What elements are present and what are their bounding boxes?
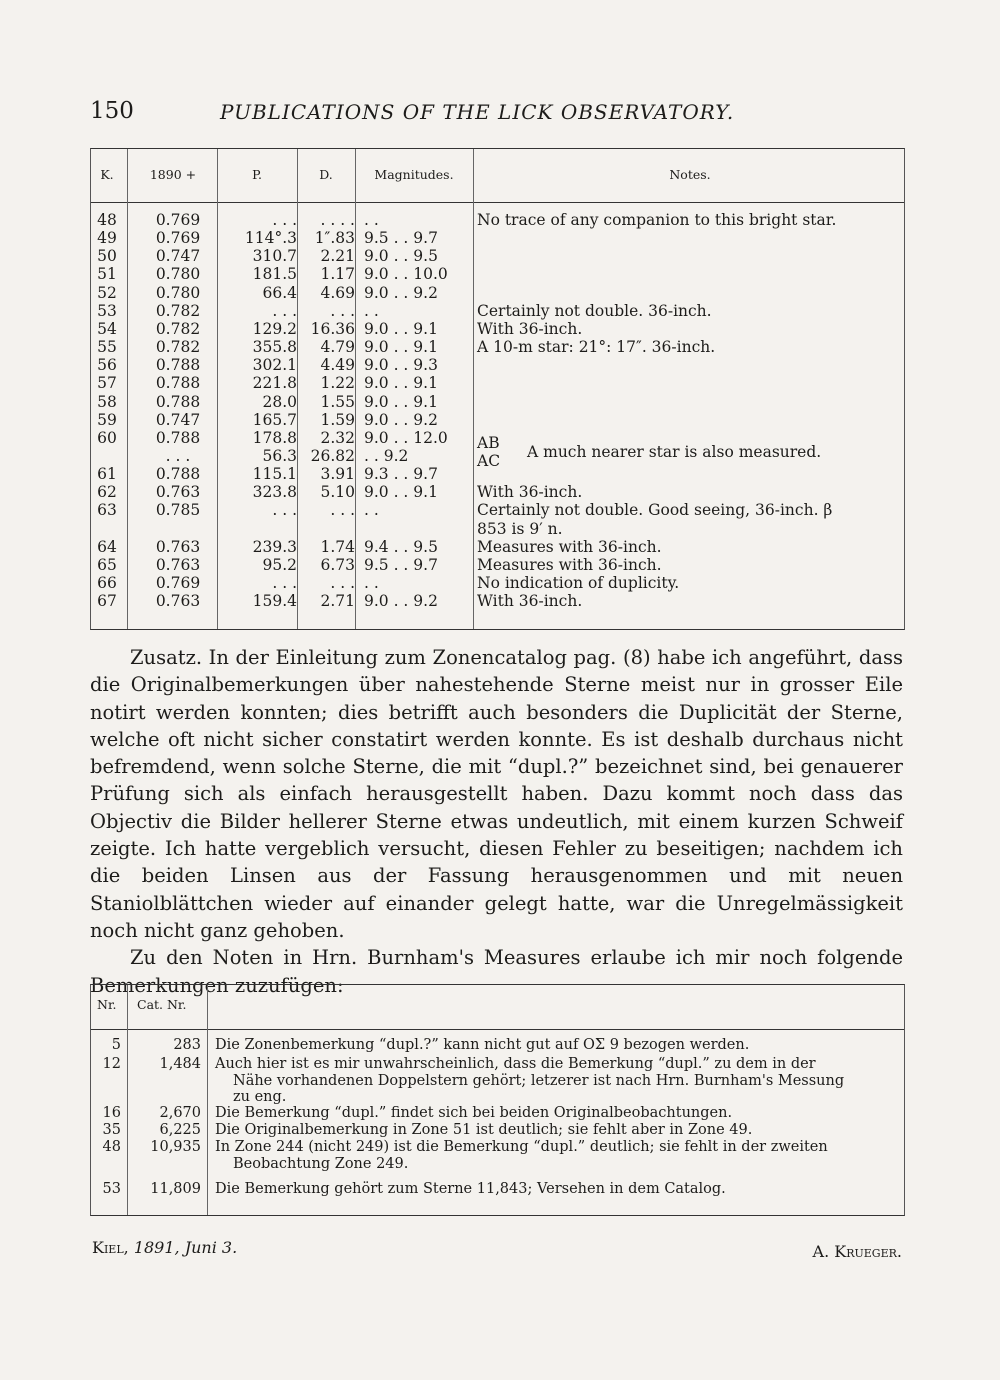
note: With 36-inch. [477,592,583,611]
epoch: 0.763 [155,483,201,502]
magnitudes: 9.4 . . 9.5 [364,537,438,556]
position-angle: . . . [272,574,297,592]
row-number: 53 [102,1181,121,1197]
magnitudes: 9.0 . . 9.2 [364,283,438,302]
catalog-number: 11,809 [150,1181,201,1197]
row-number: 5 [111,1037,121,1053]
epoch: 0.769 [155,574,201,592]
star-number: 50 [97,247,117,266]
position-angle: 114°.3 [244,229,297,248]
row-number: 12 [102,1056,121,1072]
table-row [91,338,904,356]
note: Measures with 36-inch. [477,537,662,556]
col-divider [127,985,128,1215]
distance: 16.36 [310,319,355,338]
paragraph-zusatz: Zusatz. In der Einleitung zum Zonencatalog pag. (8) habe ich angeführt, dass die Originalbemerkungen über nahestehende Sterne meist nur in grosser Eile notirt werden konnten; dies betrifft auch besonders die Duplicität der Sterne, welche oft nicht sicher constatirt werden konnte. Es ist deshalb durchaus nicht befremdend, wenn solche Sterne, die mit “dupl.?” bezeichnet sind, bei genauerer Prüfung sich als einfach herausgestellt haben. Dazu kommt noch dass das Objectiv die Bilder hellerer Sterne etwas undeutlich, mit einem kurzen Schweif zeigte. Ich hatte vergeblich versucht, diesen Fehler zu beseitigen; nachdem ich die beiden Linsen aus der Fassung herausgenommen und mit neuen Staniolblättchen wieder auf einander gelegt hatte, war die Unregelmässigkeit noch nicht ganz gehoben. [90,646,903,942]
table-row [91,320,904,338]
running-header [90,98,902,126]
magnitudes: . . [364,301,379,320]
remark-line: Die Bemerkung “dupl.” findet sich bei beiden Originalbeobachtungen. [215,1105,733,1121]
remark [215,1122,900,1139]
star-number: 61 [97,465,117,484]
distance: . . . [330,501,355,520]
note: 853 is 9′ n. [477,519,563,538]
row-number: 16 [102,1105,121,1121]
table-row [91,538,904,556]
epoch: 0.788 [155,465,201,484]
magnitudes: . . [364,211,379,229]
table-row [91,284,904,302]
position-angle: 66.4 [262,283,297,302]
ab-ac-note: A much nearer star is also measured. [527,443,822,461]
star-number: 54 [97,319,117,338]
epoch: 0.780 [155,265,201,284]
col-p: P. [252,167,262,182]
distance: 1.59 [320,410,355,429]
magnitudes: 9.0 . . 9.1 [364,483,438,502]
distance: 4.69 [320,283,355,302]
remark [215,1139,900,1172]
table-row [91,265,904,283]
magnitudes: 9.0 . . 9.1 [364,338,438,357]
magnitudes: 9.0 . . 9.3 [364,356,438,375]
table-row [91,501,904,519]
magnitudes: 9.0 . . 9.1 [364,374,438,393]
catalog-number: 6,225 [159,1122,201,1138]
position-angle: . . . [272,301,297,320]
epoch: 0.763 [155,592,201,611]
note: No indication of duplicity. [477,574,680,592]
position-angle: 239.3 [252,537,297,556]
table-row [91,556,904,574]
position-angle: 165.7 [252,410,297,429]
star-number: 48 [97,211,117,229]
position-angle: 302.1 [252,356,297,375]
distance: 2.32 [320,428,355,447]
epoch: 0.782 [155,319,201,338]
distance: 3.91 [320,465,355,484]
remarks-table [90,984,905,1216]
running-title: PUBLICATIONS OF THE LICK OBSERVATORY. [220,100,735,124]
star-number: 58 [97,392,117,411]
table-row [91,483,904,501]
epoch: 0.780 [155,283,201,302]
star-number: 55 [97,338,117,357]
epoch: 0.788 [155,356,201,375]
table-row [91,592,904,610]
remark [215,1181,900,1198]
distance: 5.10 [320,483,355,502]
star-number: 59 [97,410,117,429]
catalog-number: 283 [173,1037,201,1053]
body-text [90,644,903,999]
distance: 4.49 [320,356,355,375]
epoch: 0.747 [155,247,201,266]
distance: 6.73 [320,555,355,574]
position-angle: 221.8 [252,374,297,393]
ab-label: AB [477,434,500,452]
epoch: 0.788 [155,392,201,411]
position-angle: 355.8 [252,338,297,357]
distance: . . . . [320,211,355,229]
distance: 1.55 [320,392,355,411]
table-row [91,211,904,229]
star-number: 62 [97,483,117,502]
note: With 36-inch. [477,483,583,502]
magnitudes: 9.0 . . 9.1 [364,319,438,338]
remark-line: In Zone 244 (nicht 249) ist die Bemerkung “dupl.” deutlich; sie fehlt in der zweiten [215,1139,828,1155]
distance: 26.82 [310,446,355,465]
paragraph-burnham: Zu den Noten in Hrn. Burnham's Measures erlaube ich mir noch folgende Bemerkungen zuzufügen: [90,946,903,997]
epoch: 0.785 [155,501,201,520]
magnitudes: 9.0 . . 9.5 [364,247,438,266]
place: Kiel, [92,1238,129,1257]
magnitudes: 9.0 . . 9.1 [364,392,438,411]
col-cat-nr: Cat. Nr. [137,997,187,1012]
table-header [91,149,904,203]
position-angle: . . . [272,501,297,520]
position-angle: 181.5 [252,265,297,284]
position-angle: 129.2 [252,319,297,338]
magnitudes: . . 9.2 [364,446,409,465]
star-number: 51 [97,265,117,284]
table-row [91,520,904,538]
note: Certainly not double. Good seeing, 36-inch. β [477,501,833,520]
epoch: 0.782 [155,301,201,320]
distance: 4.79 [320,338,355,357]
star-number: 65 [97,555,117,574]
position-angle: 310.7 [252,247,297,266]
page-number: 150 [90,98,134,124]
distance: 1.17 [320,265,355,284]
position-angle: 323.8 [252,483,297,502]
remark-line: Die Zonenbemerkung “dupl.?” kann nicht gut auf OΣ 9 bezogen werden. [215,1037,750,1053]
star-number: 49 [97,229,117,248]
distance: 1″.83 [314,229,355,248]
star-number: 60 [97,428,117,447]
remark [215,1037,900,1054]
position-angle: 95.2 [262,555,297,574]
magnitudes: 9.0 . . 10.0 [364,265,448,284]
epoch: 0.788 [155,428,201,447]
note: No trace of any companion to this bright star. [477,211,837,229]
table-row [91,302,904,320]
remark-line: zu eng. [233,1089,287,1105]
distance: 2.21 [320,247,355,266]
distance: 2.71 [320,592,355,611]
table2-header [91,985,904,1030]
distance: . . . [330,301,355,320]
table-row [91,574,904,592]
remark-line: Nähe vorhandenen Doppelstern gehört; letzerer ist nach Hrn. Burnham's Messung [233,1072,845,1089]
author: A. Krueger. [812,1242,902,1261]
col-magnitudes: Magnitudes. [374,167,454,182]
signature-line [92,1238,902,1262]
catalog-number: 2,670 [159,1105,201,1121]
row-number: 35 [102,1122,121,1138]
note: A 10-m star: 21°: 17″. 36-inch. [477,338,716,357]
date: 1891, Juni 3. [133,1238,238,1257]
star-number: 56 [97,356,117,375]
remark-line: Auch hier ist es mir unwahrscheinlich, dass die Bemerkung “dupl.” zu dem in der [215,1056,816,1072]
note: Measures with 36-inch. [477,555,662,574]
distance: 1.22 [320,374,355,393]
remark [215,1105,900,1122]
epoch: 0.769 [155,229,201,248]
table-row [91,356,904,374]
table-row [91,393,904,411]
col-d: D. [319,167,333,182]
star-number: 52 [97,283,117,302]
table-row [91,247,904,265]
catalog-number: 10,935 [150,1139,201,1155]
position-angle: 178.8 [252,428,297,447]
remark-line: Die Originalbemerkung in Zone 51 ist deutlich; sie fehlt aber in Zone 49. [215,1122,753,1138]
magnitudes: 9.0 . . 12.0 [364,428,448,447]
magnitudes: . . [364,501,379,520]
position-angle: 115.1 [252,465,297,484]
distance: 1.74 [320,537,355,556]
position-angle: 159.4 [252,592,297,611]
col-k: K. [100,167,114,182]
remark-line: Beobachtung Zone 249. [233,1155,409,1172]
distance: . . . [330,574,355,592]
note: Certainly not double. 36-inch. [477,301,712,320]
epoch: 0.747 [155,410,201,429]
remark-line: Die Bemerkung gehört zum Sterne 11,843; Versehen in dem Catalog. [215,1181,726,1197]
double-star-table [90,148,905,630]
position-angle: 28.0 [262,392,297,411]
star-number: 67 [97,592,117,611]
table-row [91,229,904,247]
row-number: 48 [102,1139,121,1155]
catalog-number: 1,484 [159,1056,201,1072]
magnitudes: 9.5 . . 9.7 [364,555,438,574]
star-number: 57 [97,374,117,393]
star-number: 63 [97,501,117,520]
magnitudes: . . [364,574,379,592]
star-number: 66 [97,574,117,592]
magnitudes: 9.0 . . 9.2 [364,592,438,611]
star-number: 64 [97,537,117,556]
epoch: 0.769 [155,211,201,229]
epoch: 0.763 [155,537,201,556]
col-divider [207,985,208,1215]
col-notes: Notes. [669,167,711,182]
remark [215,1056,900,1106]
col-year: 1890 + [149,167,197,182]
magnitudes: 9.0 . . 9.2 [364,410,438,429]
position-angle: . . . [272,211,297,229]
table-row [91,374,904,392]
note: With 36-inch. [477,319,583,338]
magnitudes: 9.5 . . 9.7 [364,229,438,248]
star-number: 53 [97,301,117,320]
magnitudes: 9.3 . . 9.7 [364,465,438,484]
ac-label: AC [477,452,501,470]
table-row [91,411,904,429]
epoch: 0.782 [155,338,201,357]
place-date [92,1238,237,1257]
epoch: 0.763 [155,555,201,574]
position-angle: 56.3 [262,446,297,465]
epoch: . . . [165,446,191,465]
epoch: 0.788 [155,374,201,393]
col-nr: Nr. [97,997,117,1012]
